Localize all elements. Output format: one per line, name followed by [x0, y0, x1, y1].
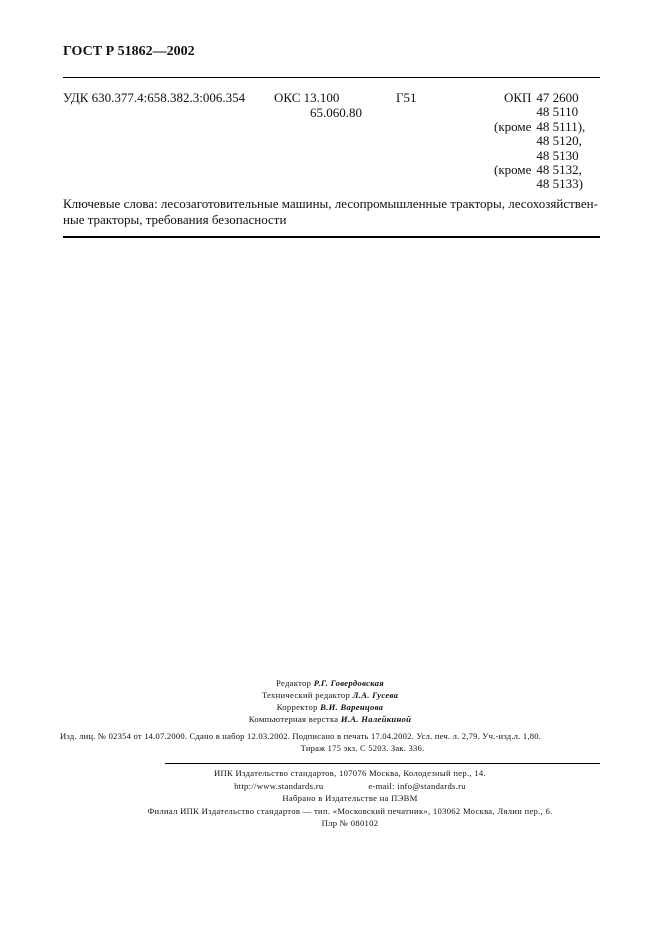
credit-proofreader: [150, 701, 510, 713]
okp-prefix: (кроме: [494, 162, 532, 178]
credits-block: [150, 677, 510, 725]
okp-code: 48 5130: [536, 147, 579, 163]
okp-code: 47 2600: [536, 90, 579, 105]
okp-row: [494, 149, 585, 163]
okp-row: [494, 105, 585, 119]
credit-editor: [150, 677, 510, 689]
okp-prefix: [494, 105, 536, 119]
email-link[interactable]: e-mail: info@standards.ru: [368, 780, 466, 791]
header-divider: [63, 77, 600, 78]
oks-code: [274, 91, 362, 120]
credit-name: Р.Г. Говердовская: [313, 678, 384, 688]
publication-line-1: Изд. лиц. № 02354 от 14.07.2000. Сдано в набор 12.03.2002. Подписано в печать 17.04.2002. Усл. печ. л. 2,79. Уч.-изд.л. 1,80.: [60, 731, 542, 741]
okp-code: 48 5111),: [536, 118, 586, 134]
okp-row: [494, 163, 585, 177]
okp-codes: [494, 91, 585, 192]
credit-role: Технический редактор: [261, 690, 351, 700]
okp-row: [494, 91, 585, 105]
keywords: [63, 196, 603, 228]
okp-prefix: [494, 134, 536, 148]
group-code: Г51: [396, 90, 417, 105]
imprint-license: Плр № 080102: [321, 818, 379, 829]
publication-info: [60, 730, 605, 754]
imprint-divider: [165, 763, 600, 764]
imprint-contacts: [100, 780, 600, 793]
website-link[interactable]: http://www.standards.ru: [234, 780, 324, 791]
okp-table: [494, 91, 585, 192]
imprint-typeset: Набрано в Издательстве на ПЭВМ: [282, 793, 418, 804]
credit-name: В.И. Варенцова: [320, 702, 384, 712]
okp-prefix: [494, 177, 536, 191]
okp-row: [494, 120, 585, 134]
okp-prefix: ОКП: [503, 90, 532, 105]
okp-code: 48 5132,: [536, 162, 582, 178]
okp-code: 48 5133): [536, 176, 583, 192]
oks-line-1: ОКС 13.100: [274, 90, 340, 105]
credit-name: Л.А. Гусева: [352, 690, 399, 700]
okp-row: [494, 134, 585, 148]
okp-row: [494, 177, 585, 191]
keywords-line-1: Ключевые слова: лесозаготовительные машины, лесопромышленные тракторы, лесохозяйствен-: [63, 196, 598, 211]
credit-role: Корректор: [276, 702, 318, 712]
okp-prefix: (кроме: [494, 118, 532, 134]
okp-code: 48 5120,: [536, 133, 582, 149]
credit-tech-editor: [150, 689, 510, 701]
okp-code: 48 5110: [536, 104, 579, 120]
oks-line-2: 65.060.80: [310, 104, 362, 120]
credit-role: Компьютерная верстка: [248, 714, 339, 724]
okp-prefix: [494, 149, 536, 163]
keywords-line-2: ные тракторы, требования безопасности: [63, 212, 287, 227]
imprint-block: [100, 767, 600, 830]
credit-name: И.А. Налейкиной: [340, 714, 412, 724]
credit-role: Редактор: [276, 678, 312, 688]
publication-line-2: Тираж 175 экз. С 5203. Зак. 336.: [300, 743, 425, 753]
standard-code: ГОСТ Р 51862—2002: [63, 44, 195, 59]
udk-code: УДК 630.377.4:658.382.3:006.354: [63, 90, 246, 105]
imprint-printer: Филиал ИПК Издательство стандартов — тип. «Московский печатник», 103062 Москва, Лялин пер., 6.: [147, 805, 553, 816]
keywords-divider: [63, 236, 600, 238]
credit-layout: [150, 713, 510, 725]
imprint-publisher: ИПК Издательство стандартов, 107076 Москва, Колодезный пер., 14.: [214, 768, 486, 778]
